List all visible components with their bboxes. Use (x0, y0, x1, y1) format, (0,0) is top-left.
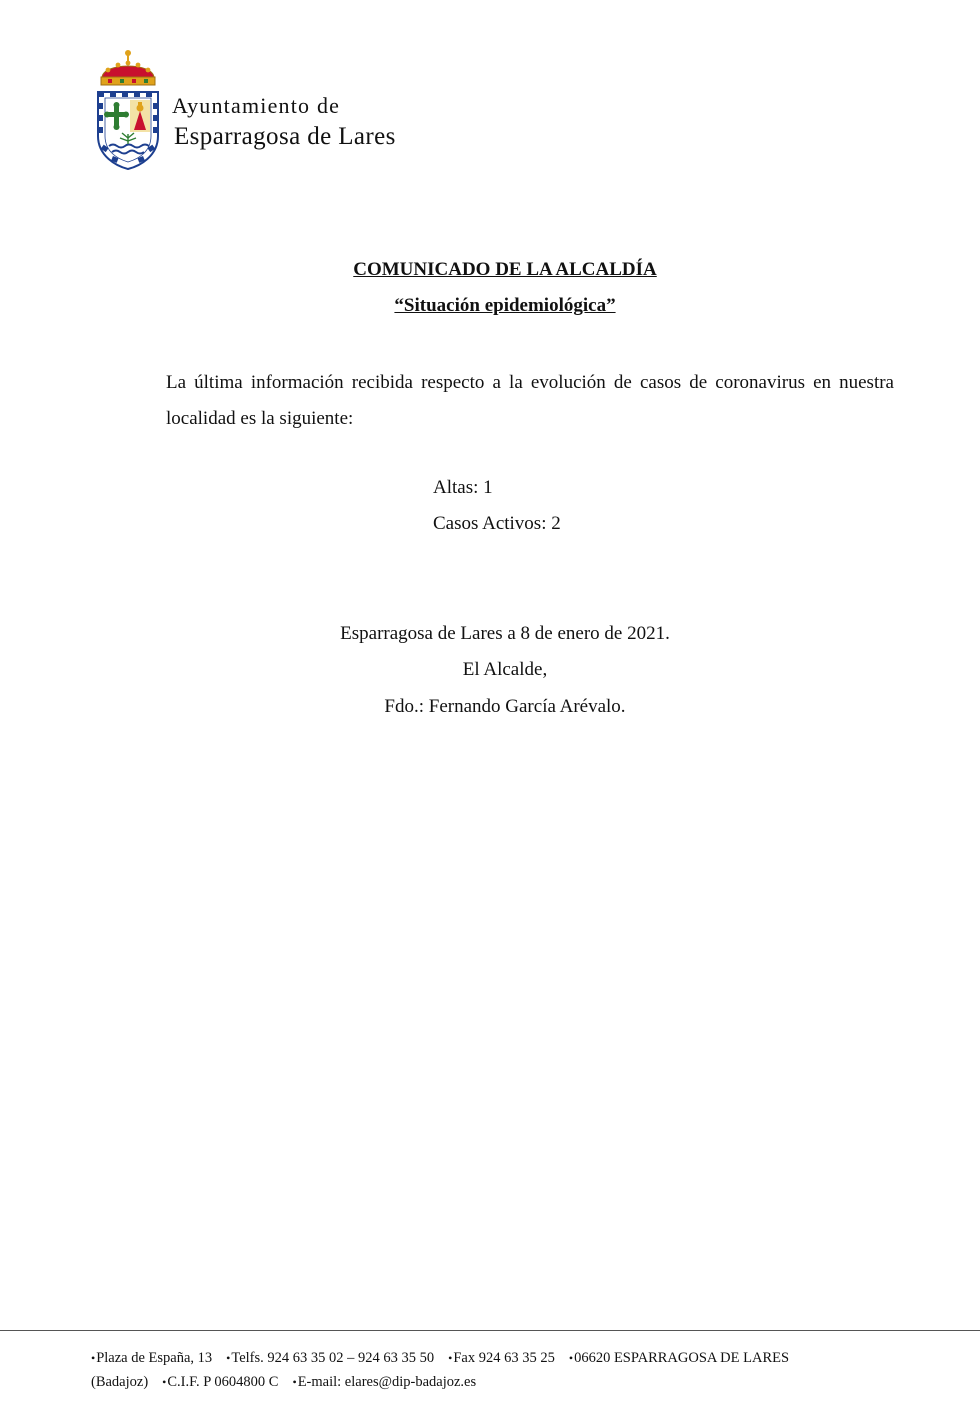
footer-phones: • Telfs. 924 63 35 02 – 924 63 35 50 (226, 1350, 434, 1366)
footer-divider (0, 1330, 980, 1331)
footer-cif: • C.I.F. P 0604800 C (162, 1374, 278, 1390)
stat-casos-activos: Casos Activos: 2 (433, 513, 561, 534)
letterhead (96, 48, 516, 173)
footer-postal: • 06620 ESPARRAGOSA DE LARES (569, 1350, 789, 1366)
signer-name: Fdo.: Fernando García Arévalo. (384, 696, 626, 717)
footer-line1 (91, 1346, 941, 1370)
coat-of-arms-icon (96, 48, 160, 170)
footer-fax: • Fax 924 63 35 25 (448, 1350, 555, 1366)
body-paragraph: La última información recibida respecto a la evolución de casos de coronavirus en nuestra localidad es la siguiente: (166, 372, 894, 429)
footer-address: • Plaza de España, 13 (91, 1350, 212, 1366)
document-title: COMUNICADO DE LA ALCALDÍA (353, 259, 657, 280)
footer-line2 (91, 1370, 941, 1394)
footer-province: (Badajoz) (91, 1374, 149, 1390)
organization-name-line2: Esparragosa de Lares (174, 123, 396, 150)
signer-role: El Alcalde, (462, 659, 548, 680)
footer-email: • E-mail: elares@dip-badajoz.es (292, 1374, 476, 1390)
place-date: Esparragosa de Lares a 8 de enero de 2021. (340, 623, 670, 644)
footer (91, 1346, 941, 1394)
document-subtitle: “Situación epidemiológica” (394, 295, 616, 316)
stat-altas: Altas: 1 (433, 477, 493, 498)
organization-name-line1: Ayuntamiento de (172, 93, 341, 118)
